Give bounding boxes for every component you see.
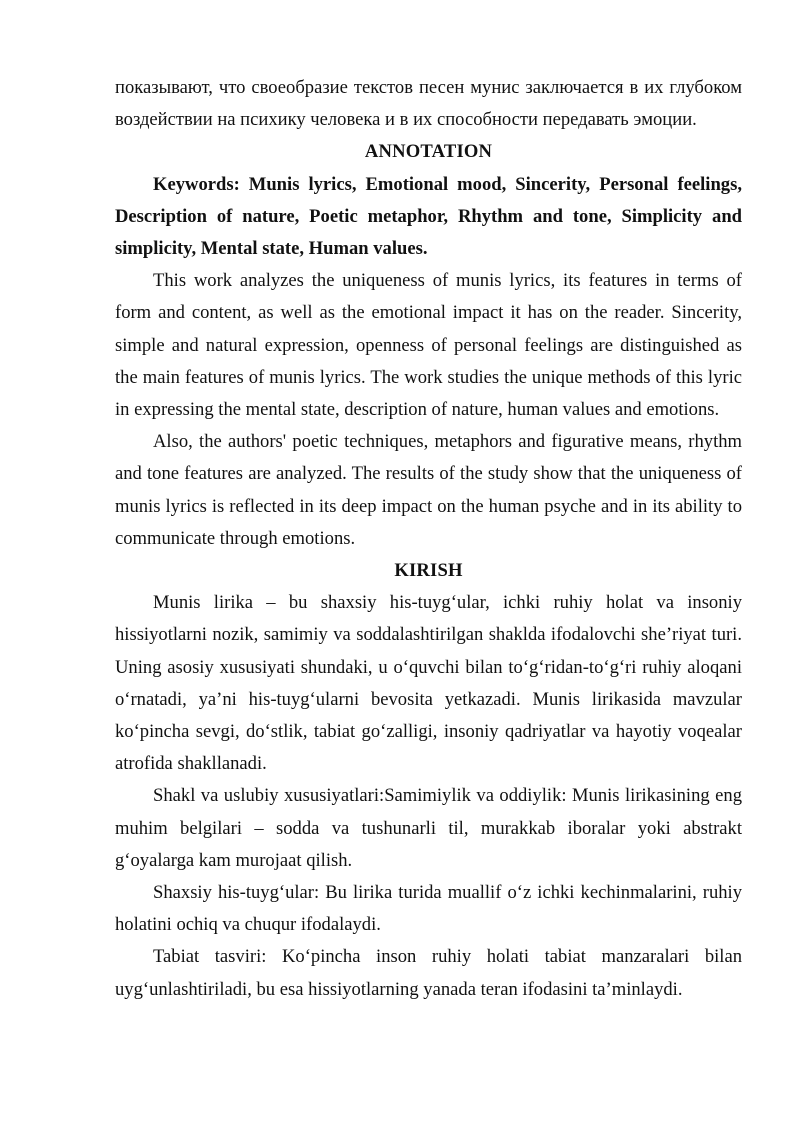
russian-abstract-end: показывают, что своеобразие текстов песен мунис заключается в их глубоком воздействии на психику человека и в их способности передавать эмоции. <box>115 77 742 131</box>
annotation-heading: ANNOTATION <box>364 141 493 163</box>
annotation-paragraph-2: Also, the authors' poetic techniques, metaphors and figurative means, rhythm and tone features are analyzed. The results of the study show that the uniqueness of munis lyrics is reflected in its deep impact on the human psyche and in its ability to communicate through emotions. <box>115 431 742 549</box>
kirish-paragraph-3: Shaxsiy his-tuyg‘ular: Bu lirika turida muallif o‘z ichki kechinmalarini, ruhiy holatini ochiq va chuqur ifodalaydi. <box>115 882 742 936</box>
annotation-paragraph-1: This work analyzes the uniqueness of munis lyrics, its features in terms of form and content, as well as the emotional impact it has on the reader. Sincerity, simple and natural expression, openness of personal feelings are distinguished as the main features of munis lyrics. The work studies the unique methods of this lyric in expressing the mental state, description of nature, human values and emotions. <box>115 270 742 421</box>
kirish-heading: KIRISH <box>394 560 463 582</box>
kirish-paragraph-4: Tabiat tasviri: Ko‘pincha inson ruhiy holati tabiat manzaralari bilan uyg‘unlashtiriladi, bu esa hissiyotlarning yanada teran ifodasini ta’minlaydi. <box>115 946 742 1000</box>
kirish-paragraph-2: Shakl va uslubiy xususiyatlari:Samimiylik va oddiylik: Munis lirikasining eng muhim belgilari – sodda va tushunarli til, murakkab iboralar yoki abstrakt g‘oyalarga kam murojaat qilish. <box>115 785 742 871</box>
keywords-paragraph: Keywords: Munis lyrics, Emotional mood, Sincerity, Personal feelings, Description of nature, Poetic metaphor, Rhythm and tone, Simplicity and simplicity, Mental state, Human values. <box>115 173 742 260</box>
document-page <box>115 72 742 1006</box>
kirish-paragraph-1: Munis lirika – bu shaxsiy his-tuyg‘ular, ichki ruhiy holat va insoniy hissiyotlarni nozik, samimiy va soddalashtirilgan shaklda ifodalovchi she’riyat turi. Uning asosiy xususiyati shundaki, u o‘quvchi bilan to‘g‘ridan-to‘g‘ri ruhiy aloqani o‘rnatadi, ya’ni his-tuyg‘ularni bevosita yetkazadi. Munis lirikasida mavzular ko‘pincha sevgi, do‘stlik, tabiat go‘zalligi, insoniy qadriyatlar va hayotiy voqealar atrofida shakllanadi. <box>115 592 742 775</box>
